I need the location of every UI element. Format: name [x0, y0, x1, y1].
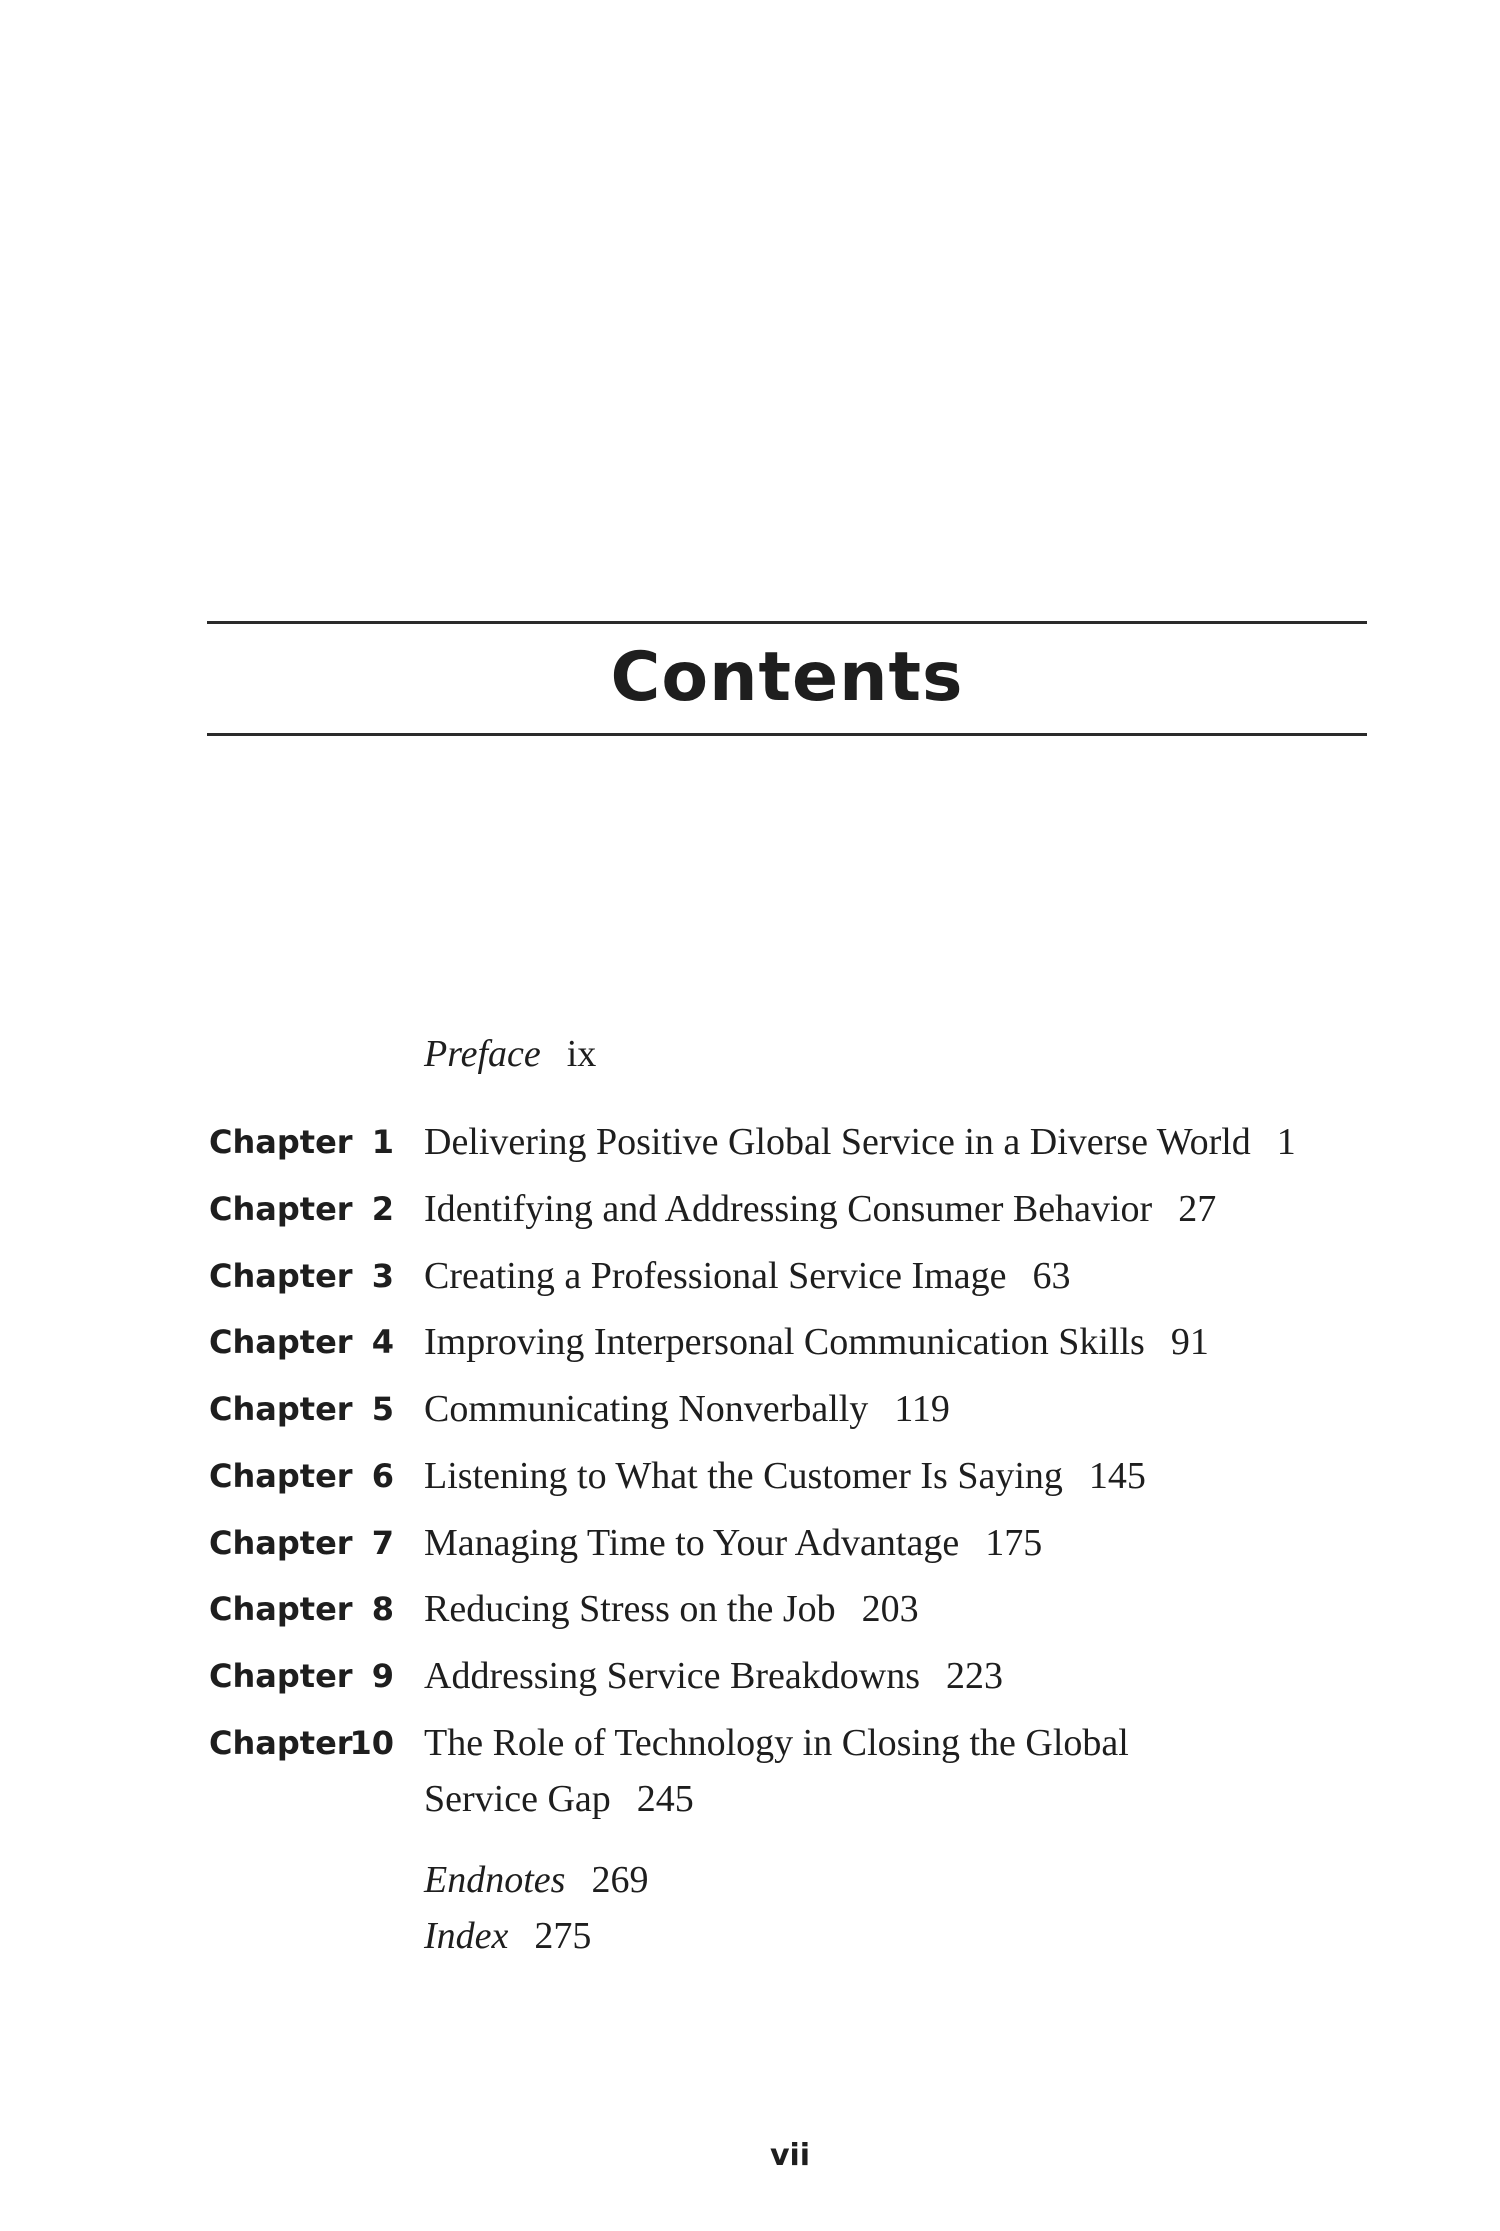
chapter-number: 4: [371, 1323, 394, 1361]
chapter-page: 91: [1170, 1321, 1209, 1363]
toc-chapter-7[interactable]: [0, 1518, 1500, 1568]
preface-page: ix: [566, 1033, 597, 1075]
chapter-number: 9: [371, 1657, 394, 1695]
toc-chapter-2[interactable]: [0, 1184, 1500, 1234]
contents-heading: Contents: [610, 638, 964, 717]
chapter-number: 3: [371, 1257, 394, 1295]
chapter-page: 27: [1178, 1188, 1217, 1230]
chapter-number: 10: [349, 1724, 394, 1762]
chapter-label: Chapter: [209, 1657, 353, 1695]
chapter-page: 1: [1276, 1121, 1296, 1163]
chapter-label: Chapter: [209, 1590, 353, 1628]
chapter-title: Managing Time to Your Advantage: [424, 1522, 960, 1564]
toc-chapter-4[interactable]: [0, 1317, 1500, 1367]
chapter-title: The Role of Technology in Closing the Global Service Gap: [424, 1722, 1129, 1820]
chapter-number: 2: [371, 1190, 394, 1228]
toc-chapter-3[interactable]: [0, 1251, 1500, 1301]
chapter-label: Chapter: [209, 1524, 353, 1562]
chapter-page: 223: [946, 1655, 1004, 1697]
toc-chapter-1[interactable]: [0, 1117, 1500, 1167]
toc-chapter-8[interactable]: [0, 1584, 1500, 1634]
chapter-label: Chapter: [209, 1257, 353, 1295]
toc-chapter-10[interactable]: [0, 1718, 1500, 1838]
index-label: Index: [424, 1915, 509, 1957]
chapter-title: Listening to What the Customer Is Saying: [424, 1455, 1063, 1497]
chapter-page: 63: [1032, 1255, 1071, 1297]
chapter-title: Delivering Positive Global Service in a Diverse World: [424, 1121, 1251, 1163]
toc-chapter-5[interactable]: [0, 1384, 1500, 1434]
page-number: vii: [769, 2138, 811, 2173]
chapter-title: Creating a Professional Service Image: [424, 1255, 1007, 1297]
chapter-title: Improving Interpersonal Communication Skills: [424, 1321, 1145, 1363]
toc-endnotes[interactable]: [424, 1858, 648, 1902]
toc-chapter-9[interactable]: [0, 1651, 1500, 1701]
chapter-page: 145: [1088, 1455, 1146, 1497]
preface-label: Preface: [424, 1033, 541, 1075]
toc-preface[interactable]: [424, 1032, 596, 1076]
heading-rule-bottom: [207, 733, 1367, 736]
chapter-number: 1: [371, 1123, 394, 1161]
chapter-page: 175: [985, 1522, 1043, 1564]
chapter-page: 203: [861, 1588, 919, 1630]
chapter-label: Chapter: [209, 1457, 353, 1495]
endnotes-label: Endnotes: [424, 1859, 566, 1901]
chapter-label: Chapter: [209, 1323, 353, 1361]
chapter-page: 245: [636, 1778, 694, 1820]
index-page: 275: [534, 1915, 592, 1957]
chapter-number: 6: [371, 1457, 394, 1495]
chapter-number: 7: [371, 1524, 394, 1562]
chapter-title: Identifying and Addressing Consumer Behavior: [424, 1188, 1153, 1230]
endnotes-page: 269: [591, 1859, 649, 1901]
chapter-number: 5: [371, 1390, 394, 1428]
chapter-page: 119: [894, 1388, 950, 1430]
chapter-label: Chapter: [209, 1724, 353, 1762]
chapter-label: Chapter: [209, 1390, 353, 1428]
chapter-title: Addressing Service Breakdowns: [424, 1655, 921, 1697]
toc-chapter-6[interactable]: [0, 1451, 1500, 1501]
chapter-label: Chapter: [209, 1190, 353, 1228]
toc-index[interactable]: [424, 1914, 591, 1958]
heading-rule-top: [207, 621, 1367, 624]
chapter-label: Chapter: [209, 1123, 353, 1161]
chapter-title: Reducing Stress on the Job: [424, 1588, 836, 1630]
chapter-number: 8: [371, 1590, 394, 1628]
chapter-title: Communicating Nonverbally: [424, 1388, 869, 1430]
